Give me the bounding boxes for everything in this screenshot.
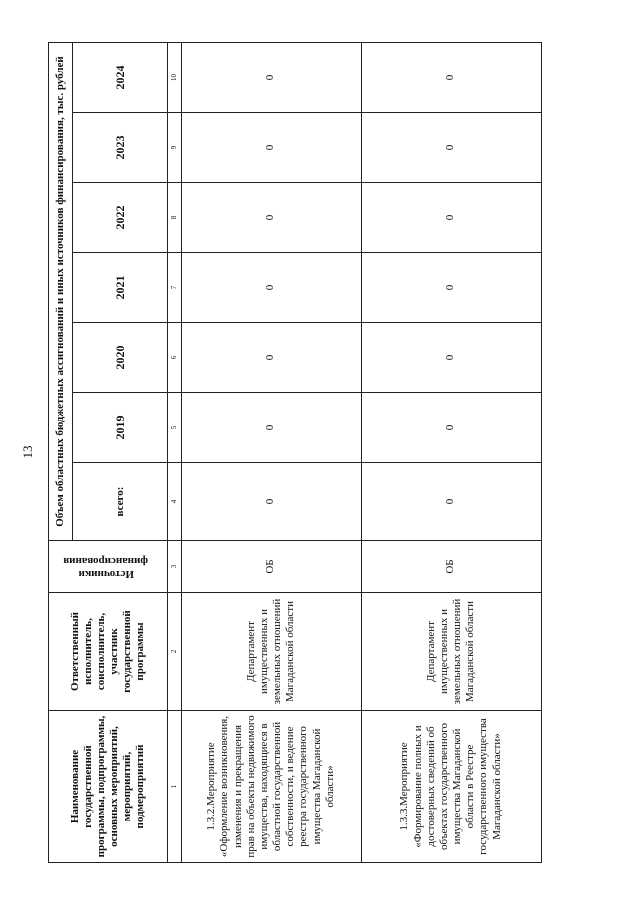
row-responsible: Департамент имущественных и земельных отношений Магаданской области	[181, 593, 361, 711]
budget-table	[48, 42, 542, 863]
column-number: 3	[168, 541, 181, 593]
row-value-2021: 0	[181, 253, 361, 323]
header-year-2020: 2020	[73, 323, 168, 393]
header-sources-cell	[49, 541, 168, 593]
column-number: 4	[168, 463, 181, 541]
row-name: 1.3.3.Мероприятие «Формирование полных и достоверных сведений об объектах государственного имущества Магаданской области в Реестре государственного имущества Магаданской области»	[361, 711, 541, 863]
header-year-2019: 2019	[73, 393, 168, 463]
row-value-2022: 0	[181, 183, 361, 253]
row-responsible: Департамент имущественных и земельных отношений Магаданской области	[361, 593, 541, 711]
column-number: 5	[168, 393, 181, 463]
header-year-2021: 2021	[73, 253, 168, 323]
budget-table-sheet	[48, 43, 608, 863]
table-row	[361, 42, 541, 862]
row-name: 1.3.2.Мероприятие «Оформление возникновения, изменения и прекращения прав на объекты недвижимого имущества, находящиеся в областной государственной собственности, и ведение реестра государственного имущества Магаданской области»	[181, 711, 361, 863]
header-volume: Объем областных бюджетных ассигнований и иных источников финансирования, тыс. рублей	[49, 42, 73, 540]
column-number: 6	[168, 323, 181, 393]
header-year-2023: 2023	[73, 113, 168, 183]
row-source: ОБ	[361, 541, 541, 593]
column-number: 7	[168, 253, 181, 323]
header-sources: Источники финансирования	[63, 554, 149, 580]
row-value-2024: 0	[181, 42, 361, 112]
row-value-total: 0	[361, 463, 541, 541]
header-year-2024: 2024	[73, 42, 168, 112]
column-number: 10	[168, 42, 181, 112]
row-value-2024: 0	[361, 42, 541, 112]
column-number: 2	[168, 593, 181, 711]
row-source: ОБ	[181, 541, 361, 593]
page-number: 13	[20, 445, 35, 459]
header-responsible: Ответственный исполнитель, соисполнитель, участник государственной программы	[49, 593, 168, 711]
table-row	[181, 42, 361, 862]
row-value-2019: 0	[181, 393, 361, 463]
header-row-1	[49, 42, 73, 862]
row-value-2021: 0	[361, 253, 541, 323]
row-value-2023: 0	[181, 113, 361, 183]
column-number: 8	[168, 183, 181, 253]
column-number: 1	[168, 711, 181, 863]
row-value-2022: 0	[361, 183, 541, 253]
header-total: всего:	[73, 463, 168, 541]
header-year-2022: 2022	[73, 183, 168, 253]
column-number-row	[168, 42, 181, 862]
header-name: Наименование государственной программы, подпрограммы, основных мероприятий, мероприятий, подмероприятий	[49, 711, 168, 863]
column-number: 9	[168, 113, 181, 183]
row-value-2020: 0	[181, 323, 361, 393]
row-value-2023: 0	[361, 113, 541, 183]
row-value-2019: 0	[361, 393, 541, 463]
row-value-total: 0	[181, 463, 361, 541]
row-value-2020: 0	[361, 323, 541, 393]
